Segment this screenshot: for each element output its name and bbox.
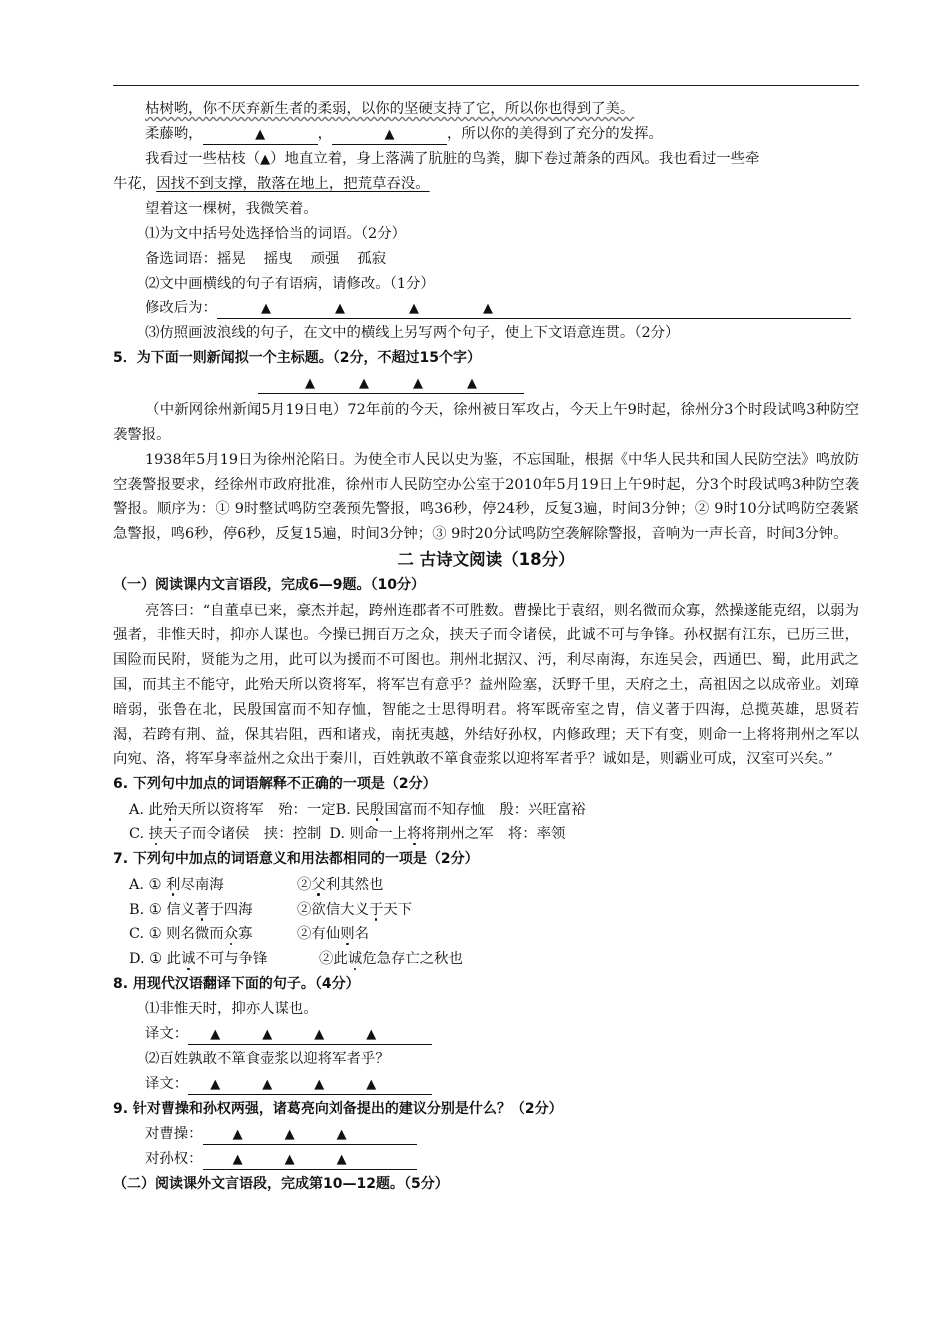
q6-option-a[interactable]: A. 此殆天所以资将军 殆：一定 xyxy=(129,801,336,818)
classical-passage: 亮答曰：“自董卓已来，豪杰并起，跨州连郡者不可胜数。曹操比于袁绍，则名微而众寡，然操遂能克绍，以弱为强者，非惟天时，抑亦人谋也。今操已拥百万之众，挟天子而令诸侯，此诚不可与争锋。孙权据有江东，已历三世，国险而民附，贤能为之用，此可以为援而不可图也。荆州北据汉、沔，利尽南海，东连吴会，西通巴、蜀，此用武之国，而其主不能守，此殆天所以资将军，将军岂有意乎？益州险塞，沃野千里，天府之土，高祖因之以成帝业。刘璋暗弱，张鲁在北，民殷国富而不知存恤，智能之士思得明君。将军既帝室之胄，信义著于四海，总揽英雄，思贤若渴，若跨有荆、益，保其岩阻，西和诸戎，南抚夷越，外结好孙权，内修政理；天下有变，则命一上将将荆州之军以向宛、洛，将军身率益州之众出于秦川，百姓孰敢不箪食壶浆以迎将军者乎？诚如是，则霸业可成，汉室可兴矣。” xyxy=(113,602,859,768)
answer-blank[interactable]: ▲ ▲ ▲ ▲ xyxy=(258,374,524,394)
subsection-1-heading: （一）阅读课内文言语段，完成6—9题。（10分） xyxy=(113,577,425,594)
revision-line: 修改后为： ▲ ▲ ▲ ▲ xyxy=(113,296,859,321)
news-paragraph-1: （中新网徐州新闻5月19日电）72年前的今天，徐州被日军攻占，今天上午9时起，徐州分3个时段试鸣3种防空袭警报。 xyxy=(113,402,859,444)
answer-blank[interactable]: ▲ xyxy=(203,125,318,145)
q7-option-c[interactable]: C. ① 则名微而众寡 ②有仙则名 xyxy=(129,926,369,943)
sub-question-2: ⑵文中画横线的句子有语病，请修改。（1分） xyxy=(145,275,435,292)
q9-answer-sun: 对孙权： ▲ ▲ ▲ xyxy=(113,1147,859,1172)
q6-option-c[interactable]: C. 挟天子而令诸侯 挟：控制 xyxy=(129,826,322,843)
q8-sentence-1: ⑴非惟天时，抑亦人谋也。 xyxy=(145,1001,318,1018)
question-5: 5．为下面一则新闻拟一个主标题。（2分，不超过15个字） xyxy=(113,349,481,366)
subsection-2-heading: （二）阅读课外文言语段，完成第10—12题。（5分） xyxy=(113,1175,449,1192)
q9-answer-cao: 对曹操： ▲ ▲ ▲ xyxy=(113,1122,859,1147)
q6-option-d[interactable]: D. 则命一上将将荆州之军 将：率领 xyxy=(329,826,566,843)
answer-blank[interactable]: ▲ ▲ ▲ xyxy=(203,1125,417,1145)
q8-translation-2: 译文： ▲ ▲ ▲ ▲ xyxy=(113,1072,859,1097)
poem-line-4: 牛花，因找不到支撑，散落在地上，把荒草吞没。 xyxy=(113,176,430,193)
news-paragraph-2: 1938年5月19日为徐州沦陷日。为使全市人民以史为鉴，不忘国耻，根据《中华人民共和国人民防空法》鸣放防空袭警报要求，经徐州市政府批准，徐州市人民防空办公室于2010年5月19日上午9时起，分3个时段试鸣3种防空袭警报。顺序为：① 9时整试鸣防空袭预先警报，鸣36秒，停24秒，反复3遍，时间3分钟；② 9时10分试鸣防空袭紧急警报，鸣6秒，停6秒，反复15遍，时间3分钟；③ 9时20分试鸣防空袭解除警报，音响为一声长音，时间3分钟。 xyxy=(113,451,859,543)
section-2-heading: 二 古诗文阅读（18分） xyxy=(397,550,575,570)
question-7: 7. 下列句中加点的词语意义和用法都相同的一项是（2分） xyxy=(113,851,479,868)
question-6: 6. 下列句中加点的词语解释不正确的一项是（2分） xyxy=(113,776,437,793)
q6-options-row-2 xyxy=(113,822,859,847)
header-rule xyxy=(113,85,859,86)
q7-option-d[interactable]: D. ① 此诚不可与争锋 ②此诚危急存亡之秋也 xyxy=(129,951,463,968)
q6-options-row-1 xyxy=(113,798,859,823)
poem-line-3: 我看过一些枯枝（▲）地直立着，身上落满了肮脏的鸟粪，脚下卷过萧条的西风。我也看过一些牵 xyxy=(145,150,760,167)
answer-blank[interactable]: ▲ ▲ ▲ ▲ xyxy=(188,1025,432,1045)
answer-blank[interactable]: ▲ ▲ ▲ ▲ xyxy=(217,299,851,319)
q7-option-a[interactable]: A. ① 利尽南海 ②父利其然也 xyxy=(129,876,384,893)
q8-translation-1: 译文： ▲ ▲ ▲ ▲ xyxy=(113,1022,859,1047)
sub-question-3: ⑶仿照画波浪线的句子，在文中的横线上另写两个句子，使上下文语意连贯。（2分） xyxy=(145,325,680,342)
q7-option-b[interactable]: B. ① 信义著于四海 ②欲信大义于天下 xyxy=(129,901,413,918)
answer-blank[interactable]: ▲ xyxy=(332,125,447,145)
answer-blank[interactable]: ▲ ▲ ▲ xyxy=(203,1150,417,1170)
question-8: 8. 用现代汉语翻译下面的句子。（4分） xyxy=(113,975,360,992)
q8-sentence-2: ⑵百姓孰敢不箪食壶浆以迎将军者乎？ xyxy=(145,1051,390,1067)
word-options: 备选词语：摇晃 摇曳 顽强 孤寂 xyxy=(145,250,387,267)
poem-line-5: 望着这一棵树，我微笑着。 xyxy=(145,201,318,218)
answer-marker[interactable]: ▲ xyxy=(260,151,271,167)
poem-line-2: 柔藤哟， ▲ ， ▲ ，所以你的美得到了充分的发挥。 xyxy=(113,122,859,147)
answer-blank[interactable]: ▲ ▲ ▲ ▲ xyxy=(188,1075,432,1095)
q6-option-b[interactable]: B. 民殷国富而不知存恤 殷：兴旺富裕 xyxy=(335,801,586,818)
exam-page xyxy=(113,97,859,1197)
sub-question-1: ⑴为文中括号处选择恰当的词语。（2分） xyxy=(145,225,406,242)
headline-blank-line xyxy=(113,371,859,396)
question-9: 9. 针对曹操和孙权两强，诸葛亮向刘备提出的建议分别是什么？（2分） xyxy=(113,1100,563,1117)
poem-line-1: 枯树哟，你不厌弃新生者的柔弱，以你的坚硬支持了它，所以你也得到了美。 xyxy=(145,101,635,117)
